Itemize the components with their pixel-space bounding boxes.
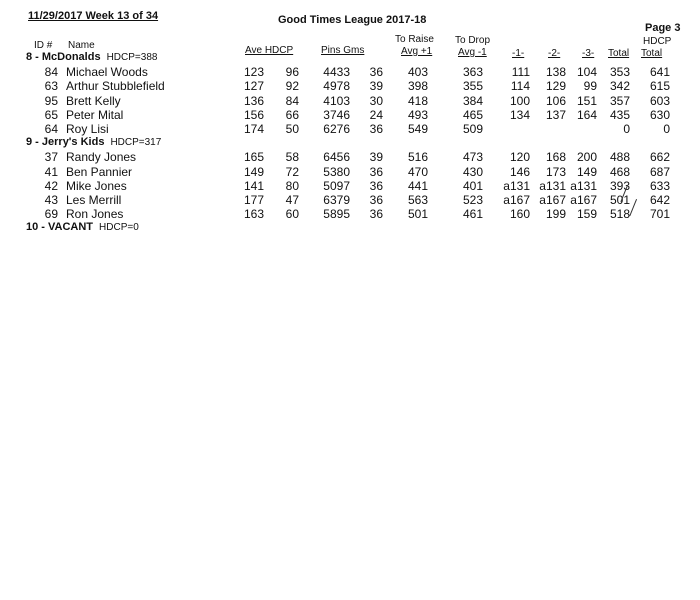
cell-gms: 39 [369,79,383,94]
cell-raise: 403 [407,65,428,80]
cell-gms: 36 [369,164,383,179]
cell-drop: 523 [462,193,483,207]
cell-g3: 149 [576,164,597,179]
cell-pins: 4433 [323,65,350,80]
cell-hdcp: 66 [285,107,299,122]
bowler-name: Michael Woods [66,65,148,80]
cell-total: 353 [609,65,630,80]
cell-hdcp: 47 [285,193,299,207]
cell-pins: 6456 [323,150,350,165]
col-to-raise-top: To Raise [395,34,434,45]
league-title: Good Times League 2017-18 [278,14,427,26]
cell-total: 0 [623,122,630,136]
cell-g2: 199 [545,207,566,222]
bowler-id: 42 [44,178,58,193]
cell-gms: 24 [369,107,383,122]
cell-gms: 36 [369,207,383,222]
cell-hdcp-total: 642 [649,193,670,207]
cell-hdcp-total: 701 [649,207,670,222]
cell-g2: a167 [539,193,566,207]
cell-hdcp-total: 633 [649,178,670,193]
cell-g1: 160 [509,207,530,222]
team-name: 8 - McDonalds [26,51,101,63]
bowler-id: 41 [44,164,58,179]
bowler-id: 84 [44,65,58,80]
cell-ave: 163 [243,207,264,222]
cell-drop: 363 [462,65,483,80]
cell-ave: 123 [243,65,264,80]
team-name: 9 - Jerry's Kids [26,136,105,149]
col-total: Total [608,48,630,59]
col-ave-hdcp: Ave HDCP [245,45,294,56]
cell-raise: 501 [407,207,428,222]
cell-g1: 100 [509,93,530,108]
cell-pins: 3746 [323,107,350,122]
cell-ave: 136 [243,93,264,108]
cell-drop: 473 [462,150,483,165]
bowler-name: Arthur Stubblefield [66,79,165,94]
bowler-name: Les Merrill [66,193,122,207]
cell-g2: 106 [545,93,566,108]
cell-total: 357 [609,93,630,108]
bowler-name: Peter Mital [66,107,124,122]
cell-g3: a167 [570,193,597,207]
cell-hdcp-total: 687 [649,164,670,179]
cell-g3: 99 [583,79,597,94]
cell-gms: 39 [369,150,383,165]
cell-hdcp: 58 [285,150,299,165]
cell-hdcp-total: 662 [649,150,670,165]
cell-raise: 493 [407,107,428,122]
cell-g1: 146 [509,164,530,179]
bowler-id: 64 [44,122,58,136]
cell-ave: 127 [243,79,264,94]
team-header [26,51,157,63]
cell-g2: 168 [545,150,566,165]
team-name: 10 - VACANT [26,221,94,234]
cell-raise: 549 [407,122,428,136]
cell-ave: 156 [243,107,264,122]
cell-total: 488 [609,150,630,165]
bowler-name: Randy Jones [66,150,137,165]
cell-pins: 4103 [323,93,350,108]
cell-hdcp: 92 [285,79,299,94]
cell-total: 342 [609,79,630,94]
col-hdcp-total-top: HDCP [643,36,672,47]
cell-gms: 36 [369,178,383,193]
cell-hdcp: 60 [285,207,299,222]
cell-g3: 151 [576,93,597,108]
cell-pins: 5097 [323,178,350,193]
col-to-drop-top: To Drop [455,35,491,46]
bowler-name: Mike Jones [66,178,127,193]
cell-hdcp-total: 0 [663,122,670,136]
bowler-id: 37 [44,150,58,165]
date-week: 11/29/2017 Week 13 of 34 [28,10,159,22]
col-to-drop-bottom: Avg -1 [458,47,487,58]
cell-g2: 173 [545,164,566,179]
col-game-2: -2- [548,48,561,59]
cell-g3: a131 [570,178,597,193]
cell-raise: 441 [407,178,428,193]
cell-drop: 465 [462,107,483,122]
col-hdcp-total-bottom: Total [641,48,663,59]
team-hdcp: HDCP=388 [106,52,158,63]
col-pins-gms: Pins Gms [321,45,365,56]
cell-drop: 401 [462,178,483,193]
cell-ave: 149 [243,164,264,179]
cell-g2: 138 [545,65,566,80]
cell-g1: 114 [510,79,530,94]
cell-hdcp: 50 [285,122,299,136]
cell-pins: 4978 [323,79,350,94]
bowler-id: 63 [44,79,58,94]
bowler-id: 95 [44,93,58,108]
cell-g1: 134 [509,107,530,122]
cell-g3: 104 [576,65,597,80]
cell-g1: 120 [509,150,530,165]
col-name: Name [68,40,95,51]
cell-ave: 177 [243,193,264,207]
cell-pins: 5895 [323,207,350,222]
cell-hdcp: 84 [285,93,299,108]
cell-total: 518 [609,207,630,222]
cell-g1: 111 [511,65,530,80]
cell-drop: 461 [462,207,483,222]
cell-pins: 6276 [323,122,350,136]
cell-g2: 137 [545,107,566,122]
cell-g1: a131 [503,178,530,193]
cell-g3: 164 [576,107,597,122]
cell-drop: 509 [462,122,483,136]
cell-drop: 355 [462,79,483,94]
bowler-name: Ron Jones [66,207,124,222]
bowler-name: Ben Pannier [66,164,133,179]
cell-hdcp-total: 641 [649,65,670,80]
cell-raise: 398 [407,79,428,94]
team-header [26,136,161,148]
cell-g2: 129 [545,79,566,94]
cell-total: 393 [609,178,630,193]
cell-raise: 563 [407,193,428,207]
bowler-id: 65 [44,107,58,122]
team-header [26,221,139,233]
cell-g3: 200 [576,150,597,165]
cell-drop: 384 [462,93,483,108]
team-hdcp: HDCP=317 [110,137,162,149]
cell-gms: 36 [369,193,383,207]
col-game-1: -1- [512,48,525,59]
cell-total: 468 [609,164,630,179]
bowler-id: 43 [44,193,58,207]
bowler-id: 69 [44,207,58,222]
col-id: ID # [34,40,53,51]
cell-ave: 141 [243,178,264,193]
cell-raise: 470 [407,164,428,179]
cell-hdcp-total: 615 [649,79,670,94]
team-hdcp: HDCP=0 [99,222,139,234]
cell-ave: 165 [243,150,264,165]
cell-pins: 6379 [323,193,350,207]
cell-gms: 30 [369,93,383,108]
cell-total: 501 [609,193,630,207]
cell-hdcp-total: 630 [649,107,670,122]
cell-hdcp: 80 [285,178,299,193]
col-to-raise-bottom: Avg +1 [401,46,433,57]
cell-hdcp: 96 [285,65,299,80]
cell-raise: 418 [407,93,428,108]
cell-gms: 36 [369,122,383,136]
cell-g2: a131 [539,178,566,193]
cell-hdcp-total: 603 [649,93,670,108]
cell-g3: 159 [576,207,597,222]
cell-gms: 36 [369,65,383,80]
cell-raise: 516 [407,150,428,165]
bowler-name: Roy Lisi [66,122,109,136]
page-number: Page 3 [645,22,681,34]
bowler-name: Brett Kelly [66,93,121,108]
cell-g1: a167 [503,193,530,207]
col-game-3: -3- [582,48,595,59]
cell-ave: 174 [243,122,264,136]
cell-pins: 5380 [323,164,350,179]
cell-total: 435 [609,107,630,122]
cell-hdcp: 72 [285,164,299,179]
cell-drop: 430 [462,164,483,179]
